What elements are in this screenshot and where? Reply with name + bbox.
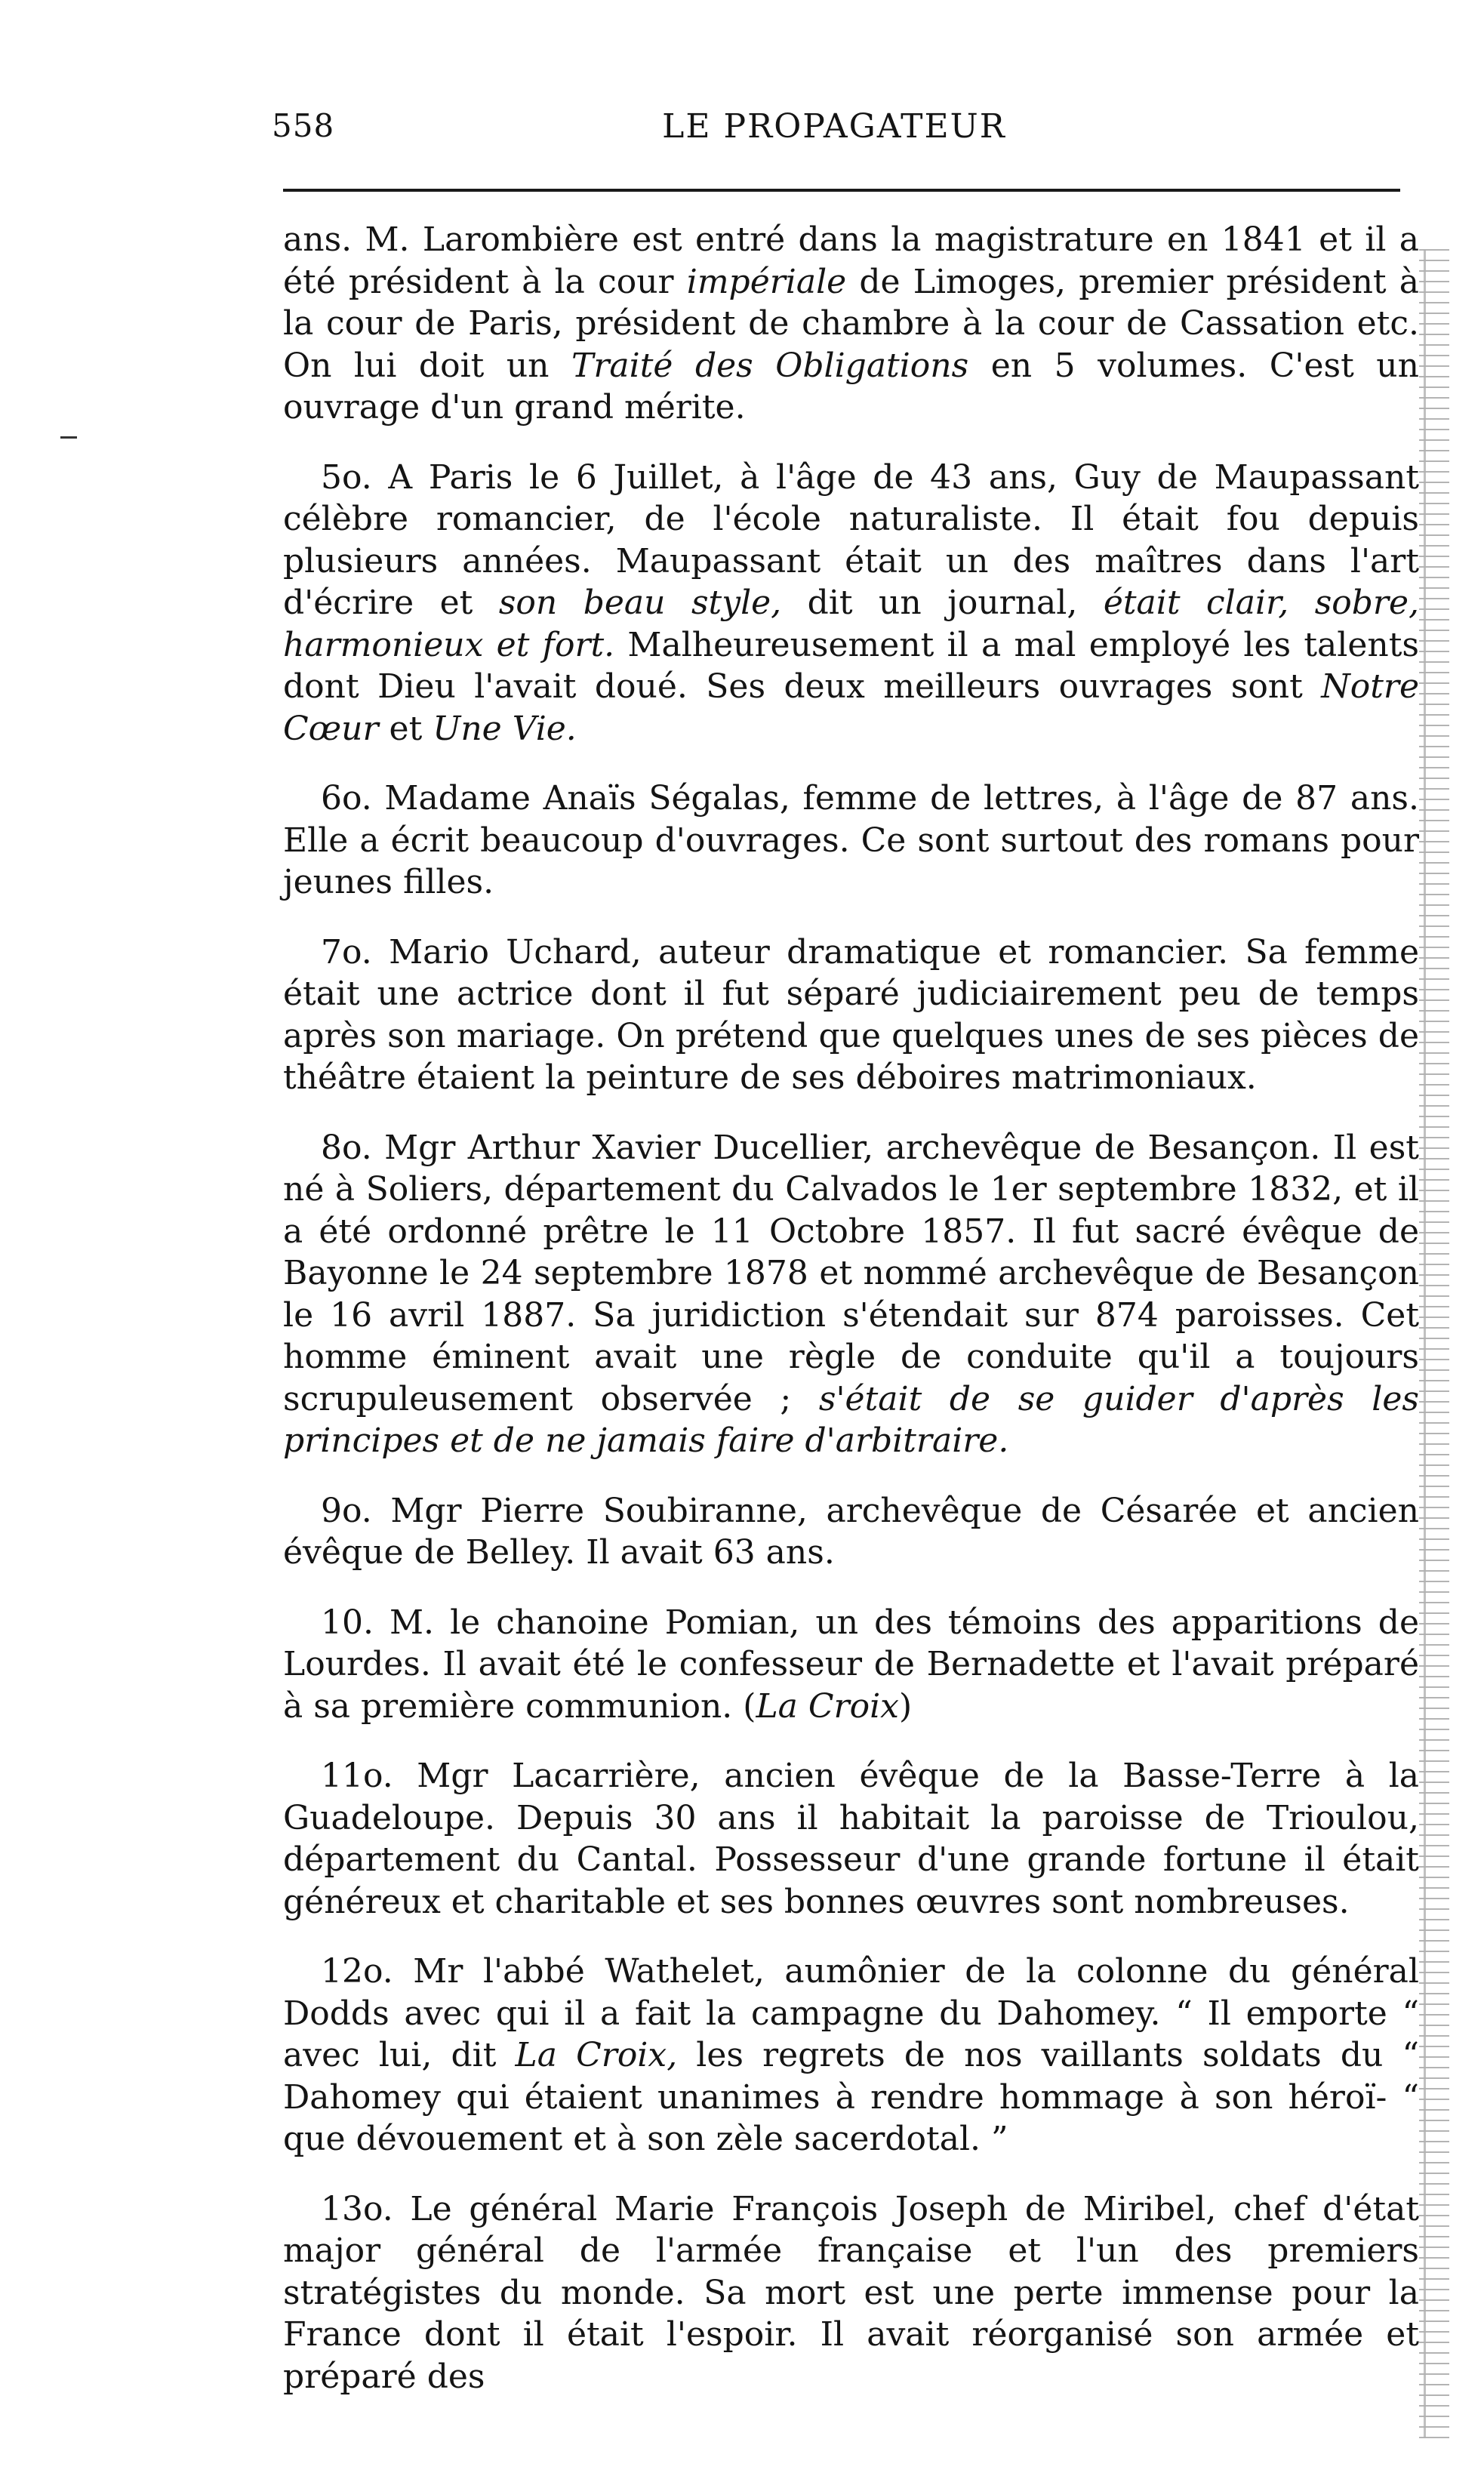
- text-run: ans. M. Larombière est entré dans la magistrature en 1841 et il a été président à la cour: [283, 220, 1419, 301]
- paragraph: [283, 2188, 1419, 2398]
- text-run: 10. M. le chanoine Pomian, un des témoins des apparitions de Lourdes. Il avait été le confesseur de Bernadette et l'avait préparé à sa première communion. (: [283, 1603, 1419, 1726]
- italic-run: Notre Cœur: [283, 667, 1419, 748]
- running-title: LE PROPAGATEUR: [662, 107, 1006, 146]
- text-run: de Limoges, premier président à la cour de Paris, président de chambre à la cour de Cassation etc. On lui doit un: [283, 262, 1419, 385]
- text-run: 8o. Mgr Arthur Xavier Ducellier, archevêque de Besançon. Il est né à Soliers, département du Calvados le 1er septembre 1832, et il a été ordonné prêtre le 11 Octobre 1857. Il fut sacré évêque de Bayonne le 24 septembre 1878 et nommé archevêque de Besançon le 16 avril 1887. Sa juridiction s'étendait sur 874 paroisses. Cet homme éminent avait une règle de conduite qu'il a toujours scrupuleusement observée ;: [283, 1128, 1419, 1418]
- text-run: 5o. A Paris le 6 Juillet, à l'âge de 43 ans, Guy de Maupassant célèbre romancier, de l'école naturaliste. Il était fou depuis plusieurs années. Maupassant était un des maîtres dans l'art d'écrire et: [283, 457, 1419, 622]
- italic-run: son beau style,: [498, 584, 782, 622]
- text-run: 11o. Mgr Lacarrière, ancien évêque de la Basse-Terre à la Guadeloupe. Depuis 30 ans il habitait la paroisse de Trioulou, département du Cantal. Possesseur d'une grande fortune il était généreux et charitable et ses bonnes œuvres sont nombreuses.: [283, 1757, 1419, 1921]
- text-run: 6o. Madame Anaïs Ségalas, femme de lettres, à l'âge de 87 ans. Elle a écrit beaucoup d'ouvrages. Ce sont surtout des romans pour jeunes filles.: [283, 779, 1419, 901]
- italic-run: impériale: [686, 262, 847, 301]
- text-run: Malheureusement il a mal employé les talents dont Dieu l'avait doué. Ses deux meilleurs ouvrages sont: [283, 625, 1419, 706]
- text-run: en 5 volumes. C'est un ouvrage d'un grand mérite.: [283, 346, 1419, 427]
- paragraph: [283, 1755, 1419, 1923]
- paragraph: [283, 457, 1419, 750]
- italic-run: La Croix,: [515, 2036, 678, 2074]
- paragraph: [283, 1127, 1419, 1462]
- paragraph: [283, 1490, 1419, 1574]
- text-run: ): [898, 1686, 913, 1726]
- italic-run: La Croix: [756, 1686, 899, 1726]
- paragraph: [283, 932, 1419, 1099]
- italic-run: s'était de se guider d'après les principes et de ne jamais faire d'arbitraire.: [283, 1379, 1419, 1460]
- italic-run: Une Vie.: [433, 709, 577, 748]
- page-number: 558: [272, 107, 335, 144]
- italic-run: était clair, sobre, harmonieux et fort.: [283, 584, 1419, 664]
- text-run: 7o. Mario Uchard, auteur dramatique et romancier. Sa femme était une actrice dont il fut séparé judiciairement peu de temps après son mariage. On prétend que quelques unes de ses pièces de théâtre étaient la peinture de ses déboires matrimoniaux.: [283, 932, 1419, 1097]
- page-header: [272, 107, 1396, 160]
- text-run: et: [378, 709, 433, 748]
- margin-mark: [60, 436, 77, 439]
- italic-run: Traité des Obligations: [571, 346, 969, 385]
- paragraph: [283, 1602, 1419, 1728]
- body-text: [283, 219, 1419, 2397]
- text-run: dit un journal,: [781, 584, 1104, 622]
- text-run: 12o. Mr l'abbé Wathelet, aumônier de la colonne du général Dodds avec qui il a fait la campagne du Dahomey. “ Il emporte “ avec lui, dit: [283, 1952, 1419, 2074]
- text-run: 13o. Le général Marie François Joseph de Miribel, chef d'état major général de l'armée française et l'un des premiers stratégistes du monde. Sa mort est une perte immense pour la France dont il était l'espoir. Il avait réorganisé son armée et préparé des: [283, 2189, 1419, 2396]
- paragraph: [283, 1951, 1419, 2160]
- paragraph: [283, 219, 1419, 429]
- text-run: 9o. Mgr Pierre Soubiranne, archevêque de Césarée et ancien évêque de Belley. Il avait 63 ans.: [283, 1491, 1419, 1572]
- text-run: les regrets de nos vaillants soldats du “ Dahomey qui étaient unanimes à rendre hommage à son héroï- “ que dévouement et à son zèle sacerdotal. ”: [283, 2036, 1419, 2158]
- paragraph: [283, 778, 1419, 904]
- header-rule: [283, 189, 1400, 192]
- binding-edge: [1419, 249, 1449, 2438]
